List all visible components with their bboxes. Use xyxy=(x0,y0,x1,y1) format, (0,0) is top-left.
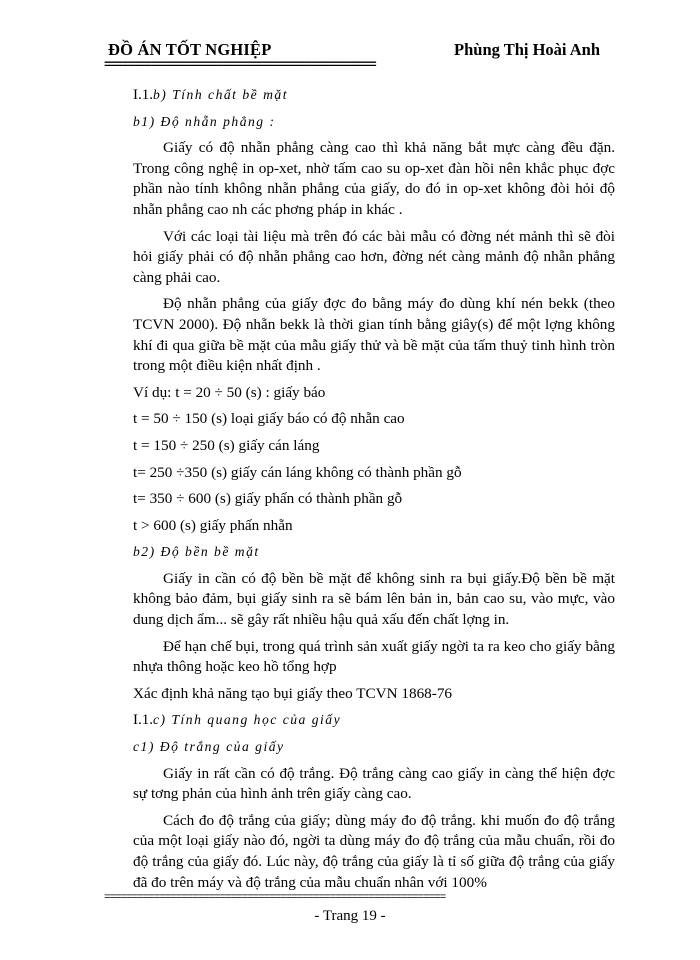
footer-divider: ============================================================== xyxy=(104,893,446,903)
section-title: c) Tính quang học của giấy xyxy=(153,712,342,728)
document-body xyxy=(133,85,615,893)
paragraph: Giấy có độ nhẵn phẳng càng cao thì khả năng bắt mực càng đều đặn. Trong công nghệ in op-xet, nhờ tấm cao su op-xet đàn hồi nên khắc phục đợc phần nào tính không nhẵn phẳng của giấy, do đó in op-xet không đòi hỏi độ nhẵn phẳng cao nh các phơng pháp in khác . xyxy=(133,139,615,218)
header-title: ĐỒ ÁN TỐT NGHIỆP xyxy=(108,40,272,59)
section-number: I.1. xyxy=(133,87,153,103)
example-line: t > 600 (s) giấy phấn nhẵn xyxy=(133,516,293,534)
paragraph: Với các loại tài liệu mà trên đó các bài mẫu có đờng nét mảnh thì sẽ đòi hỏi giấy phải có độ nhẵn phẳng cao hơn, đờng nét càng mảnh độ nhẵn phẳng càng phải cao. xyxy=(133,227,615,286)
example-line: Ví dụ: t = 20 ÷ 50 (s) : giấy báo xyxy=(133,383,326,401)
subheading-whiteness: c1) Độ trắng của giấy xyxy=(133,739,285,755)
example-line: t = 50 ÷ 150 (s) loại giấy báo có độ nhẵn cao xyxy=(133,410,405,428)
paragraph: Xác định khả năng tạo bụi giấy theo TCVN 1868-76 xyxy=(133,684,453,702)
header-author: Phùng Thị Hoài Anh xyxy=(454,40,600,59)
example-line: t = 150 ÷ 250 (s) giấy cán láng xyxy=(133,436,320,454)
section-heading-optical xyxy=(133,710,615,731)
subheading-surface-strength: b2) Độ bền bề mặt xyxy=(133,544,260,560)
paragraph: Độ nhẵn phẳng của giấy đợc đo bằng máy đo dùng khí nén bekk (theo TCVN 2000). Độ nhẵn bekk là thời gian tính bằng giây(s) để một lợng không khí đi qua giữa bề mặt của mẫu giấy thử và bề mặt của tấm thuỷ tinh hình tròn trong một điều kiện nhất định . xyxy=(133,295,615,375)
header-divider: ============================================== xyxy=(104,60,376,70)
section-number: I.1. xyxy=(133,712,153,729)
section-title: b) Tính chất bề mặt xyxy=(153,87,288,102)
example-line: t= 250 ÷350 (s) giấy cán láng không có thành phần gỗ xyxy=(133,463,462,481)
paragraph: Giấy in rất cần có độ trắng. Độ trắng càng cao giấy in càng thể hiện đợc sự tơng phản của hình ảnh trên giấy càng cao. xyxy=(133,764,615,803)
page-header xyxy=(108,40,600,62)
paragraph: Giấy in cần có độ bền bề mặt để không sinh ra bụi giấy.Độ bền bề mặt không bảo đảm, bụi giấy sinh ra sẽ bám lên bản in, bản cao su, vào mực, vào dung dịch ẩm... sẽ gây rất nhiều hậu quả xấu đến chất lợng in. xyxy=(133,569,615,629)
page-number: - Trang 19 - xyxy=(314,908,386,924)
paragraph: Cách đo độ trắng của giấy; dùng máy đo độ trắng. khi muốn đo độ trắng của một loại giấy nào đó, ngời ta dùng máy đo độ trắng của mẫu chuẩn, rồi đo độ trắng của giấy đó. Lúc này, độ trắng của giấy là tỉ số giữa độ trắng của giấy đã đo trên máy và độ trắng của mẫu chuẩn nhân với 100% xyxy=(133,811,615,891)
section-heading-surface xyxy=(133,85,615,106)
example-line: t= 350 ÷ 600 (s) giấy phấn có thành phần gỗ xyxy=(133,490,403,508)
subheading-smoothness: b1) Độ nhẵn phẳng : xyxy=(133,113,276,129)
paragraph: Để hạn chế bụi, trong quá trình sản xuất giấy ngời ta ra keo cho giấy bằng nhựa thông hoặc keo hồ tổng hợp xyxy=(133,637,615,676)
